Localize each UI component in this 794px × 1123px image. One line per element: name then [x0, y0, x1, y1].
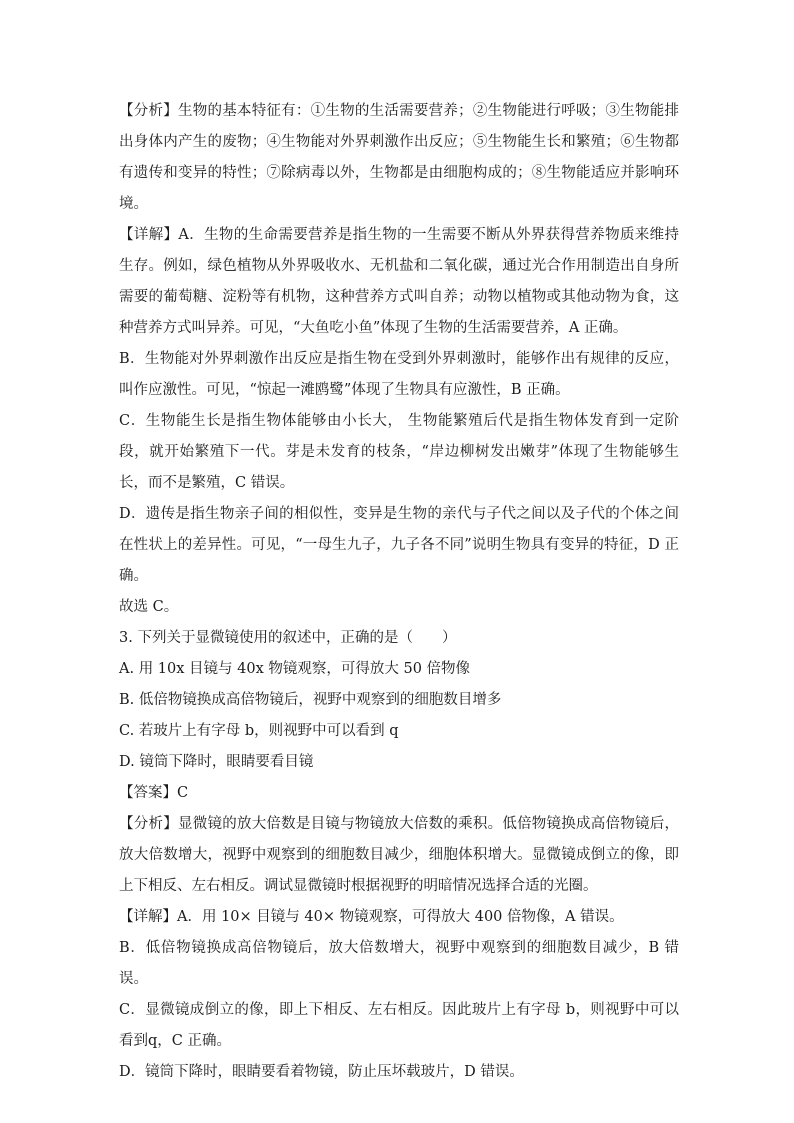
question-3-option-c: C. 若玻片上有字母 b，则视野中可以看到 q: [119, 723, 399, 739]
question-3-detail-a: 【详解】A．用 10× 目镜与 40× 物镜观察，可得放大 400 倍物像，A 错误。: [119, 909, 624, 925]
question-3-title: 3. 下列关于显微镜使用的叙述中，正确的是（ ）: [119, 630, 457, 646]
question-3-detail-c: C．显微镜成倒立的像，即上下相反、左右相反。因此玻片上有字母 b，则视野中可以看到q，C 正确。: [119, 1002, 679, 1049]
detail-paragraph-d: D．遗传是指生物亲子间的相似性，变异是生物的亲代与子代之间以及子代的个体之间在性状上的差异性。可见，“一母生九子，九子各不同”说明生物具有变异的特征，D 正确。: [119, 506, 679, 584]
conclusion-text: 故选 C。: [119, 599, 179, 615]
question-3-option-d: D. 镜筒下降时，眼睛要看目镜: [119, 754, 314, 770]
analysis-paragraph: 【分析】生物的基本特征有：①生物的生活需要营养；②生物能进行呼吸；③生物能排出身体内产生的废物；④生物能对外界刺激作出反应；⑤生物能生长和繁殖；⑥生物都有遗传和变异的特性；⑦除病毒以外，生物都是由细胞构成的；⑧生物能适应并影响环境。: [119, 103, 679, 212]
question-3-detail-d: D．镜筒下降时，眼睛要看着物镜，防止压坏载玻片，D 错误。: [119, 1064, 524, 1080]
question-3-answer: 【答案】C: [119, 785, 189, 801]
question-3-option-b: B. 低倍物镜换成高倍物镜后，视野中观察到的细胞数目增多: [119, 692, 502, 708]
question-3-detail-b: B．低倍物镜换成高倍物镜后，放大倍数增大，视野中观察到的细胞数目减少，B 错误。: [119, 940, 679, 987]
detail-paragraph-c: C．生物能生长是指生物体能够由小长大， 生物能繁殖后代是指生物体发育到一定阶段，就开始繁殖下一代。芽是未发育的枝条，“岸边柳树发出嫩芽”体现了生物能够生长，而不是繁殖，C 错误。: [119, 413, 679, 491]
question-3-analysis: 【分析】显微镜的放大倍数是目镜与物镜放大倍数的乘积。低倍物镜换成高倍物镜后，放大倍数增大，视野中观察到的细胞数目减少，细胞体积增大。显微镜成倒立的像，即上下相反、左右相反。调试显微镜时根据视野的明暗情况选择合适的光圈。: [119, 816, 679, 894]
question-3-option-a: A. 用 10x 目镜与 40x 物镜观察，可得放大 50 倍物像: [119, 661, 471, 677]
detail-paragraph-a: 【详解】A．生物的生命需要营养是指生物的一生需要不断从外界获得营养物质来维持生存。例如，绿色植物从外界吸收水、无机盐和二氧化碳，通过光合作用制造出自身所需要的葡萄糖、淀粉等有机物，这种营养方式叫自养；动物以植物或其他动物为食，这种营养方式叫异养。可见，“大鱼吃小鱼”体现了生物的生活需要营养，A 正确。: [119, 227, 679, 336]
document-content: [119, 96, 679, 1088]
detail-paragraph-b: B．生物能对外界刺激作出反应是指生物在受到外界刺激时，能够作出有规律的反应，叫作应激性。可见，“惊起一滩鸥鹭”体现了生物具有应激性，B 正确。: [119, 351, 679, 398]
